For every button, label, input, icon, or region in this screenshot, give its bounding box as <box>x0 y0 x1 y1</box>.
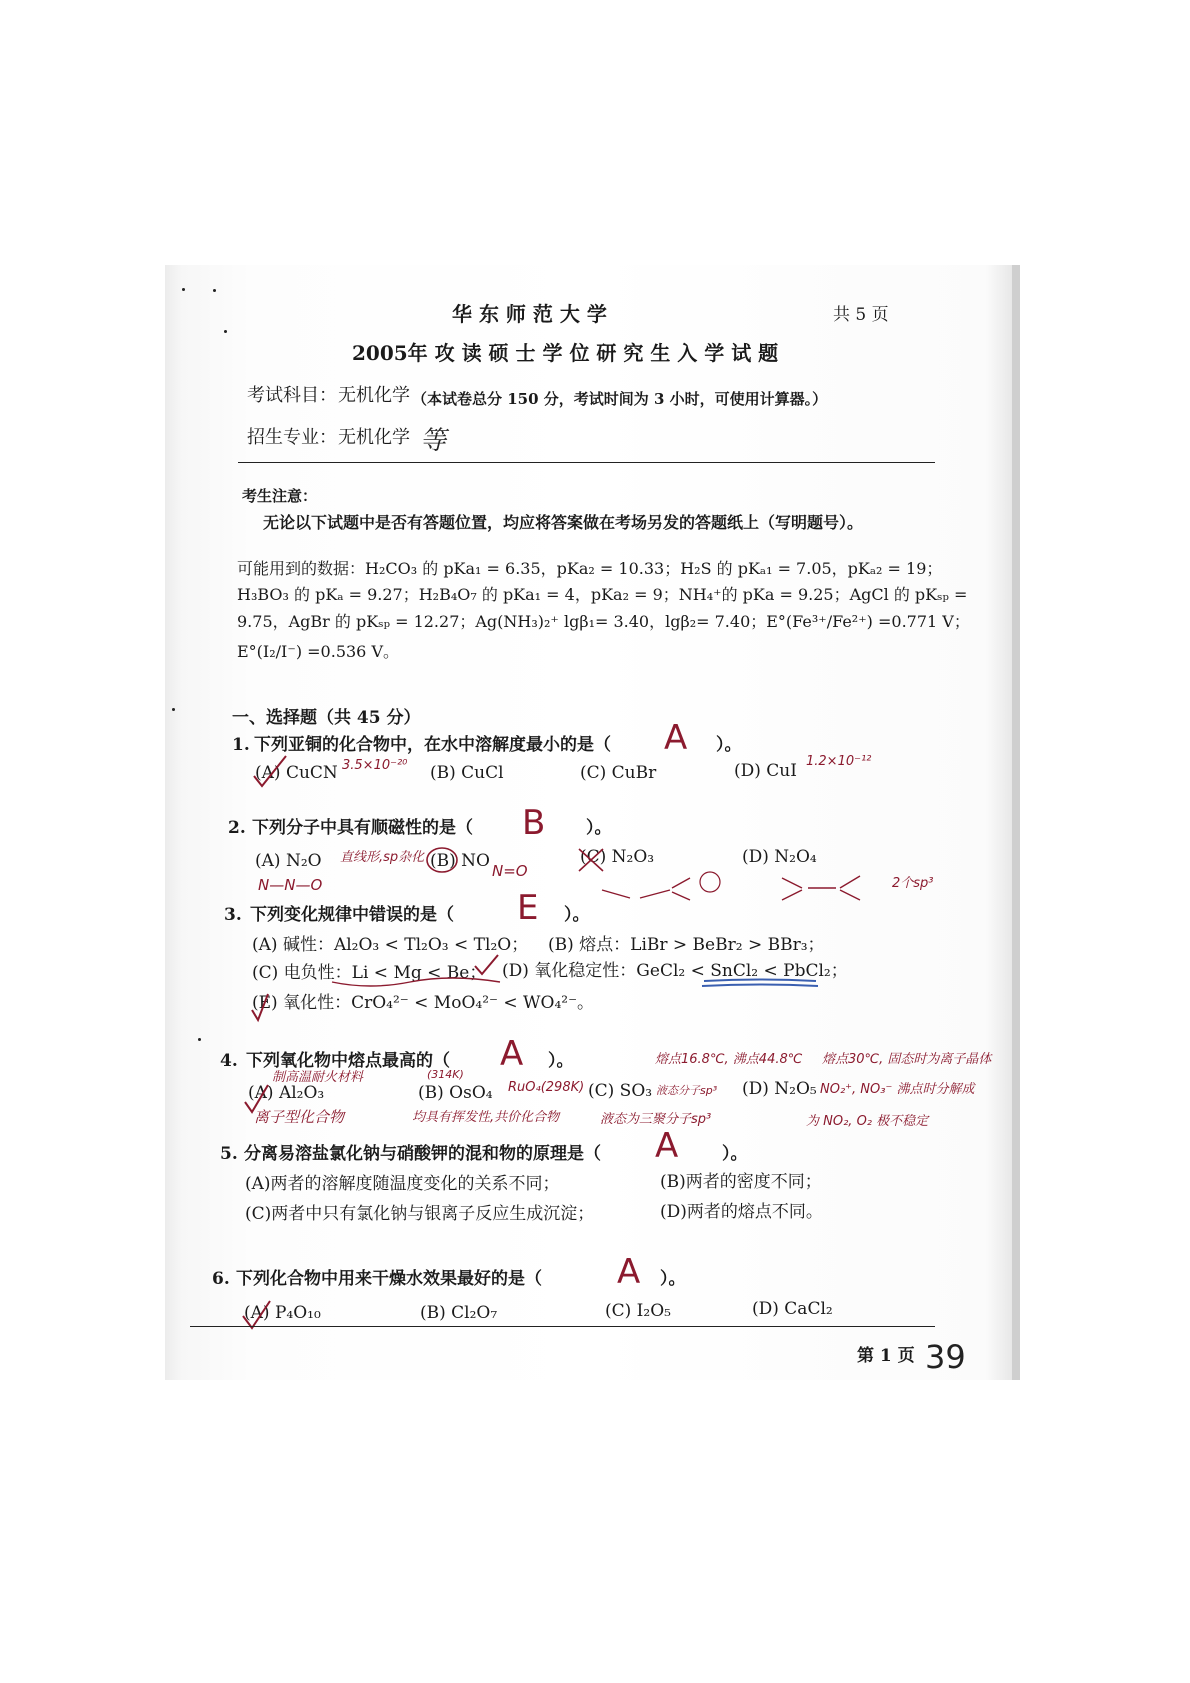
handwritten-note: 液态分子sp³ <box>656 1084 718 1097</box>
subject-note: （本试卷总分 150 分，考试时间为 3 小时，可使用计算器。） <box>412 390 828 408</box>
option: (A) N₂O <box>255 851 322 871</box>
question-number: 4. <box>220 1051 238 1071</box>
question-number: 5. <box>220 1144 238 1164</box>
handwritten-note: RuO₄(298K) <box>508 1080 585 1095</box>
question-number: 3. <box>224 905 242 925</box>
question-stem: 下列分子中具有顺磁性的是（ <box>252 818 473 838</box>
handwritten-suffix: 等 <box>420 426 447 456</box>
handwritten-note: 直线形,sp杂化 <box>340 850 425 865</box>
data-line: E°(I₂/I⁻) =0.536 V。 <box>237 642 399 661</box>
option: (D) CaCl₂ <box>752 1299 833 1319</box>
structure-sketch <box>600 868 730 908</box>
question-stem: 下列氧化物中熔点最高的（ <box>246 1051 450 1071</box>
check-mark-icon <box>472 952 502 978</box>
question-stem: 分离易溶盐氯化钠与硝酸钾的混和物的原理是（ <box>244 1144 601 1164</box>
question-close: ）。 <box>548 1051 574 1071</box>
handwritten-page-number: 39 <box>925 1338 966 1376</box>
option: (A) CuCN <box>255 763 338 783</box>
notice-title: 考生注意： <box>242 487 318 505</box>
question-close: ）。 <box>586 818 612 838</box>
question-close: ）。 <box>660 1269 686 1289</box>
handwritten-note: (314K) <box>427 1068 464 1081</box>
data-line: 可能用到的数据：H₂CO₃ 的 pKa₁ = 6.35，pKa₂ = 10.33；H₂S 的 pKₐ₁ = 7.05，pKₐ₂ = 19； <box>237 559 943 578</box>
option: (A)两者的溶解度随温度变化的关系不同； <box>245 1174 560 1194</box>
option: (C) I₂O₅ <box>605 1301 671 1321</box>
check-mark-icon <box>250 752 290 792</box>
handwritten-answer: A <box>655 1126 679 1166</box>
handwritten-structure: N=O <box>492 862 528 880</box>
option: (D) 氧化稳定性：GeCl₂ < SnCl₂ < PbCl₂； <box>502 961 848 981</box>
major-value: 无机化学 <box>338 427 410 448</box>
notice-text: 无论以下试题中是否有答题位置，均应将答案做在考场另发的答题纸上（写明题号）。 <box>263 513 864 532</box>
option: (B)两者的密度不同； <box>660 1172 822 1192</box>
exam-title: 2005年 攻 读 硕 士 学 位 研 究 生 入 学 试 题 <box>352 341 779 365</box>
header-rule <box>238 462 935 463</box>
handwritten-answer: E <box>517 888 539 928</box>
structure-sketch <box>780 868 890 908</box>
footer-rule <box>190 1326 935 1327</box>
option: (D) CuI <box>734 761 797 781</box>
question-stem: 下列化合物中用来干燥水效果最好的是（ <box>236 1269 542 1289</box>
scan-dot <box>198 1038 201 1041</box>
check-mark-icon <box>242 1082 272 1116</box>
handwritten-note: 3.5×10⁻²⁰ <box>342 758 408 773</box>
handwritten-note: NO₂⁺, NO₃⁻ 沸点时分解成 <box>820 1082 975 1097</box>
handwritten-answer: A <box>500 1034 524 1074</box>
question-stem: 下列变化规律中错误的是（ <box>250 905 454 925</box>
option: (B) Cl₂O₇ <box>420 1303 498 1323</box>
handwritten-answer: A <box>617 1252 641 1292</box>
question-close: ）。 <box>564 905 590 925</box>
scan-dot <box>213 289 216 292</box>
data-line: H₃BO₃ 的 pKₐ = 9.27；H₂B₄O₇ 的 pKa₁ = 4，pKa₂ = 9；NH₄⁺的 pKa = 9.25；AgCl 的 pKₛₚ = <box>237 585 968 604</box>
check-mark-icon <box>248 990 274 1024</box>
option: (C) CuBr <box>580 763 657 783</box>
option: (A) P₄O₁₀ <box>244 1303 321 1323</box>
handwritten-note: 液态为三聚分子sp³ <box>600 1112 712 1127</box>
handwritten-note: 1.2×10⁻¹² <box>806 754 872 769</box>
handwritten-structure: N—N—O <box>258 876 323 894</box>
circle-mark-icon <box>425 845 459 875</box>
handwritten-note: 2个sp³ <box>892 876 934 891</box>
handwritten-note: 为 NO₂, O₂ 极不稳定 <box>806 1114 929 1129</box>
handwritten-note: 制高温耐火材料 <box>272 1070 364 1085</box>
question-number: 1. <box>232 735 250 755</box>
handwritten-answer: A <box>664 718 688 758</box>
scan-dot <box>172 708 175 711</box>
option: (D) N₂O₄ <box>742 847 817 867</box>
scan-dot <box>182 288 185 291</box>
option: (B) NO <box>430 851 490 871</box>
handwritten-note: 均具有挥发性,共价化合物 <box>412 1110 560 1125</box>
data-line: 9.75，AgBr 的 pKₛₚ = 12.27；Ag(NH₃)₂⁺ lgβ₁= 3.40，lgβ₂= 7.40；E°(Fe³⁺/Fe²⁺) =0.771 V； <box>237 612 970 631</box>
question-close: ）。 <box>722 1144 748 1164</box>
question-number: 6. <box>212 1269 230 1289</box>
handwritten-note: 离子型化合物 <box>254 1108 345 1126</box>
page-number: 第 1 页 <box>857 1346 915 1366</box>
option: (C)两者中只有氯化钠与银离子反应生成沉淀； <box>245 1204 595 1224</box>
handwritten-note: 熔点16.8℃, 沸点44.8℃ <box>655 1052 803 1067</box>
section-title: 一、选择题（共 45 分） <box>232 708 421 728</box>
handwritten-note: 熔点30℃, 固态时为离子晶体 <box>822 1052 992 1067</box>
option: (D)两者的熔点不同。 <box>660 1202 823 1222</box>
major-label: 招生专业： <box>247 427 337 448</box>
question-close: ）。 <box>716 735 742 755</box>
option: (D) N₂O₅ <box>742 1079 817 1099</box>
paper-edge <box>1012 265 1020 1380</box>
total-pages: 共 5 页 <box>833 305 889 325</box>
option: (E) 氧化性：CrO₄²⁻ < MoO₄²⁻ < WO₄²⁻。 <box>252 993 595 1013</box>
university-name: 华 东 师 范 大 学 <box>452 302 607 326</box>
option: (C) SO₃ <box>588 1081 653 1101</box>
option: (B) CuCl <box>430 763 504 783</box>
option: (C) 电负性：Li < Mg < Be； <box>252 963 487 983</box>
option: (C) N₂O₃ <box>580 847 655 867</box>
question-number: 2. <box>228 818 246 838</box>
subject-value: 无机化学 <box>338 385 410 406</box>
handwritten-answer: B <box>522 803 546 843</box>
option: (B) OsO₄ <box>418 1083 493 1103</box>
option: (B) 熔点：LiBr > BeBr₂ > BBr₃； <box>548 935 825 955</box>
subject-label: 考试科目： <box>247 385 337 406</box>
option: (A) 碱性：Al₂O₃ < Tl₂O₃ < Tl₂O； <box>252 935 529 955</box>
scan-dot <box>224 330 227 333</box>
question-stem: 下列亚铜的化合物中，在水中溶解度最小的是（ <box>254 735 611 755</box>
option: (A) Al₂O₃ <box>248 1083 325 1103</box>
highlight-stroke <box>700 976 820 992</box>
